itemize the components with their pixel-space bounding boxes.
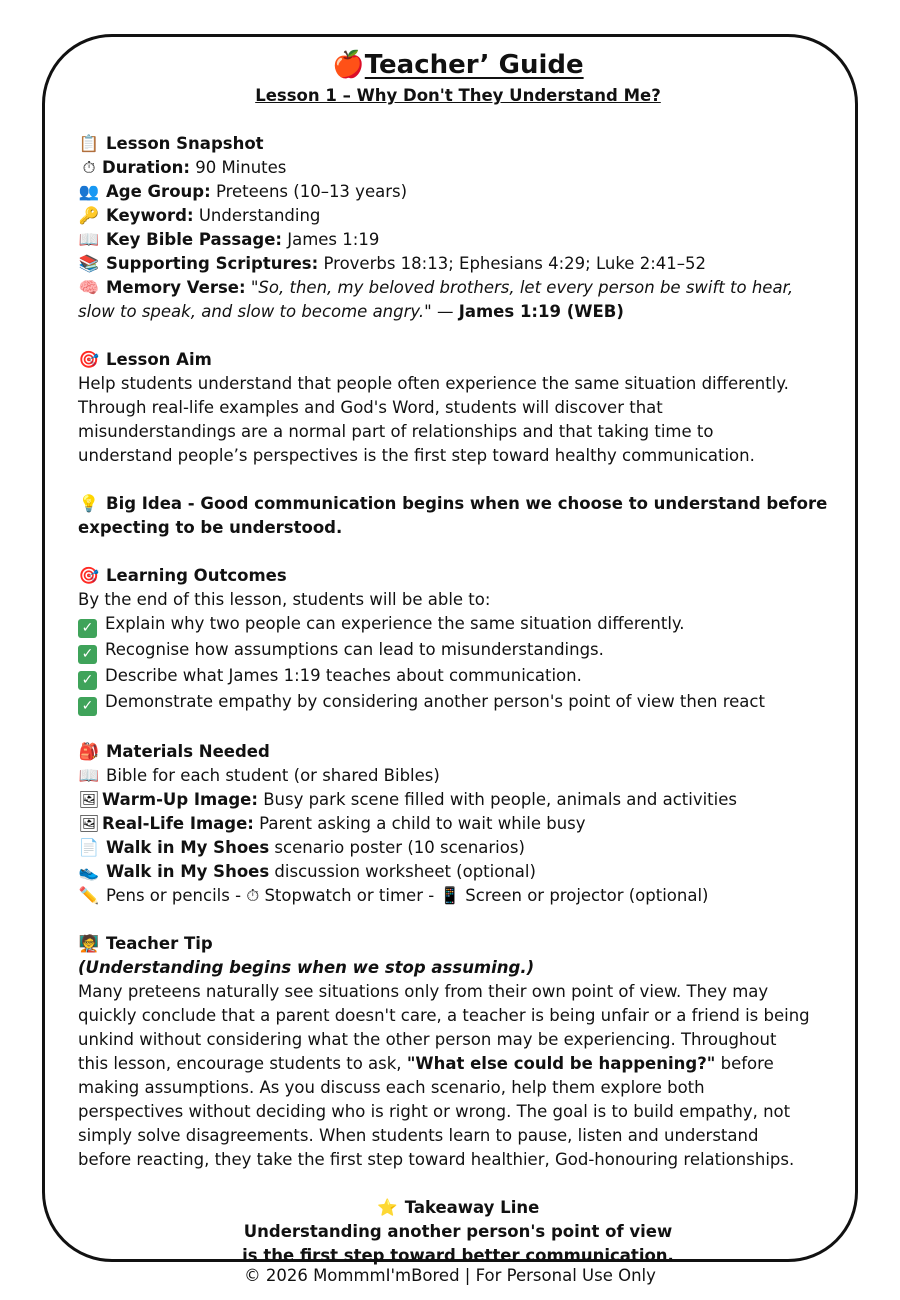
open-book-icon: 📖 [78, 766, 100, 785]
material-real-life-image: 🖼 Real-Life Image: Parent asking a child to wait while busy [78, 812, 838, 836]
framed-picture-icon: 🖼 [78, 790, 100, 809]
key-passage-row: 📖 Key Bible Passage: James 1:19 [78, 228, 838, 252]
tip-line: before reacting, they take the first step toward healthier, God-honouring relationships. [78, 1150, 795, 1169]
material-bible: 📖 Bible for each student (or shared Bibles) [78, 764, 838, 788]
age-group-row: 👥 Age Group: Preteens (10–13 years) [78, 180, 838, 204]
takeaway-line-1: Understanding another person's point of view [243, 1222, 673, 1241]
aim-line: understand people’s perspectives is the first step toward healthy communication. [78, 446, 755, 465]
tip-subheading: (Understanding begins when we stop assuming.) [78, 958, 535, 977]
key-icon: 🔑 [78, 206, 100, 225]
guide-content [78, 48, 838, 1268]
target-icon: 🎯 [78, 566, 100, 585]
checkmark-icon: ✓ [78, 697, 97, 716]
big-idea-line-2: expecting to be understood. [78, 518, 343, 537]
target-icon: 🎯 [78, 350, 100, 369]
aim-line: Through real-life examples and God's Word, students will discover that [78, 398, 663, 417]
tip-line: quickly conclude that a parent doesn't care, a teacher is being unfair or a friend is being [78, 1006, 810, 1025]
backpack-icon: 🎒 [78, 742, 100, 761]
document-icon: 📄 [78, 838, 100, 857]
checkmark-icon: ✓ [78, 671, 97, 690]
material-worksheet: 👟 Walk in My Shoes discussion worksheet (optional) [78, 860, 838, 884]
tip-heading: 🧑‍🏫 Teacher Tip [78, 932, 838, 956]
duration-row: ⏱ Duration: 90 Minutes [78, 156, 838, 180]
copyright-footer: © 2026 MommmI'mBored | For Personal Use Only [244, 1266, 656, 1285]
snapshot-heading: 📋 Lesson Snapshot [78, 132, 838, 156]
mobile-screen-icon: 📱 [439, 886, 466, 905]
tip-line: this lesson, encourage students to ask, "What else could be happening?" before [78, 1054, 774, 1073]
page-title [78, 48, 838, 82]
tip-line: unkind without considering what the other person may be experiencing. Throughout [78, 1030, 777, 1049]
books-icon: 📚 [78, 254, 100, 273]
checkmark-icon: ✓ [78, 619, 97, 638]
outcome-item: ✓ Recognise how assumptions can lead to misunderstandings. [78, 638, 838, 664]
aim-line: Help students understand that people often experience the same situation differently. [78, 374, 789, 393]
stopwatch-icon: ⏱ [82, 158, 96, 177]
stopwatch-icon: ⏱ [246, 886, 265, 905]
apple-icon: 🍎 [332, 50, 365, 80]
outcomes-intro: By the end of this lesson, students will be able to: [78, 590, 491, 609]
materials-heading: 🎒 Materials Needed [78, 740, 838, 764]
memory-verse-row-2: slow to speak, and slow to become angry." — James 1:19 (WEB) [78, 302, 624, 321]
tip-line: Many preteens naturally see situations only from their own point of view. They may [78, 982, 769, 1001]
tip-line: making assumptions. As you discuss each scenario, help them explore both [78, 1078, 705, 1097]
tip-line: perspectives without deciding who is right or wrong. The goal is to build empathy, not [78, 1102, 791, 1121]
outcome-item: ✓ Demonstrate empathy by considering another person's point of view then react [78, 690, 838, 716]
material-scenario-poster: 📄 Walk in My Shoes scenario poster (10 scenarios) [78, 836, 838, 860]
page-title-text: Teacher’ Guide [364, 50, 584, 80]
material-warmup-image: 🖼 Warm-Up Image: Busy park scene filled with people, animals and activities [78, 788, 838, 812]
outcomes-heading: 🎯 Learning Outcomes [78, 564, 838, 588]
lesson-subtitle: Lesson 1 – Why Don't They Understand Me? [255, 86, 661, 105]
outcome-item: ✓ Explain why two people can experience the same situation differently. [78, 612, 838, 638]
framed-picture-icon: 🖼 [78, 814, 100, 833]
lightbulb-icon: 💡 [78, 494, 100, 513]
open-book-icon: 📖 [78, 230, 100, 249]
star-icon: ⭐ [377, 1198, 398, 1217]
brain-icon: 🧠 [78, 278, 100, 297]
memory-verse-row: 🧠 Memory Verse: "So, then, my beloved brothers, let every person be swift to hear, [78, 276, 838, 300]
clipboard-icon: 📋 [78, 134, 100, 153]
big-idea-line-1: 💡 Big Idea - Good communication begins when we choose to understand before [78, 492, 838, 516]
sneaker-icon: 👟 [78, 862, 100, 881]
pencil-icon: ✏️ [78, 886, 100, 905]
supporting-scriptures-row: 📚 Supporting Scriptures: Proverbs 18:13; Ephesians 4:29; Luke 2:41–52 [78, 252, 838, 276]
material-supplies: ✏️ Pens or pencils - ⏱ Stopwatch or timer - 📱 Screen or projector (optional) [78, 884, 838, 908]
checkmark-icon: ✓ [78, 645, 97, 664]
outcome-item: ✓ Describe what James 1:19 teaches about communication. [78, 664, 838, 690]
tip-line: simply solve disagreements. When students learn to pause, listen and understand [78, 1126, 759, 1145]
aim-line: misunderstandings are a normal part of relationships and that taking time to [78, 422, 714, 441]
takeaway-heading: ⭐ Takeaway Line [78, 1196, 838, 1220]
teacher-icon: 🧑‍🏫 [78, 934, 100, 953]
keyword-row: 🔑 Keyword: Understanding [78, 204, 838, 228]
aim-heading: 🎯 Lesson Aim [78, 348, 838, 372]
people-icon: 👥 [78, 182, 100, 201]
takeaway-line-2: is the first step toward better communication. [242, 1246, 674, 1265]
